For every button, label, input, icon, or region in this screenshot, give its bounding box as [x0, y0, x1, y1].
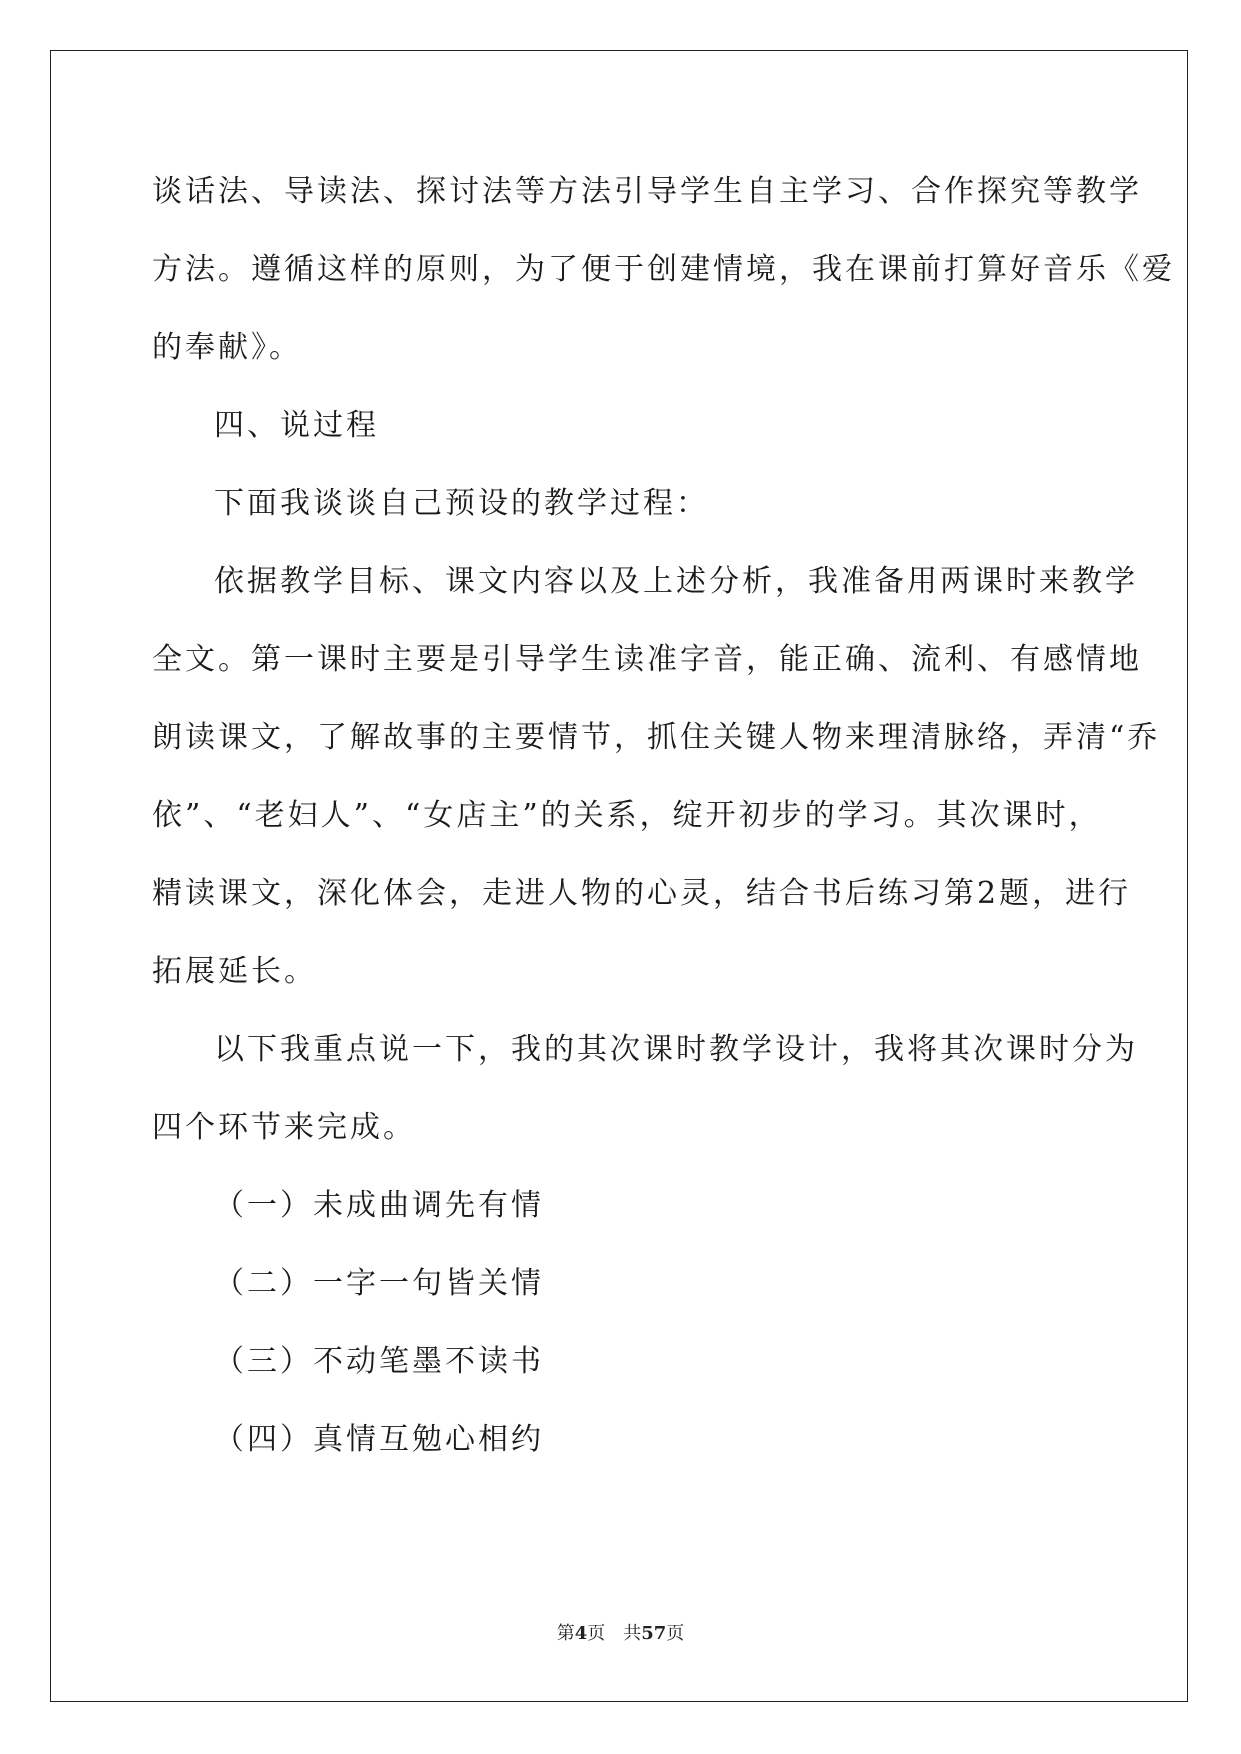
body-line: 依”、“老妇人”、“女店主”的关系，绽开初步的学习。其次课时，: [152, 798, 1102, 833]
total-pages: 57: [641, 1623, 667, 1644]
body-line: 的奉献》。: [152, 330, 302, 365]
page-prefix: 第: [556, 1623, 575, 1644]
body-line: 谈话法、导读法、探讨法等方法引导学生自主学习、合作探究等教学: [152, 174, 1142, 209]
total-prefix: 共: [623, 1623, 642, 1644]
body-line: 全文。第一课时主要是引导学生读准字音，能正确、流利、有感情地: [152, 642, 1142, 677]
body-line: 以下我重点说一下，我的其次课时教学设计，我将其次课时分为: [214, 1032, 1138, 1067]
body-line: 精读课文，深化体会，走进人物的心灵，结合书后练习第2题，进行: [152, 876, 1132, 911]
page-suffix: 页: [587, 1623, 606, 1644]
page-number: 4: [574, 1623, 588, 1644]
page-footer: [0, 1622, 1241, 1646]
body-line: 下面我谈谈自己预设的教学过程：: [214, 486, 709, 521]
body-line: 四个环节来完成。: [152, 1110, 416, 1145]
body-line: 方法。遵循这样的原则，为了便于创建情境，我在课前打算好音乐《爱: [152, 252, 1175, 287]
list-item: （四）真情互勉心相约: [214, 1422, 544, 1457]
list-item: （一）未成曲调先有情: [214, 1188, 544, 1223]
body-line: 朗读课文，了解故事的主要情节，抓住关键人物来理清脉络，弄清“乔: [152, 720, 1161, 755]
list-item: （三）不动笔墨不读书: [214, 1344, 544, 1379]
list-item: （二）一字一句皆关情: [214, 1266, 544, 1301]
section-heading: 四、说过程: [214, 408, 379, 443]
body-line: 依据教学目标、课文内容以及上述分析，我准备用两课时来教学: [214, 564, 1138, 599]
body-line: 拓展延长。: [152, 954, 317, 989]
total-suffix: 页: [666, 1623, 685, 1644]
